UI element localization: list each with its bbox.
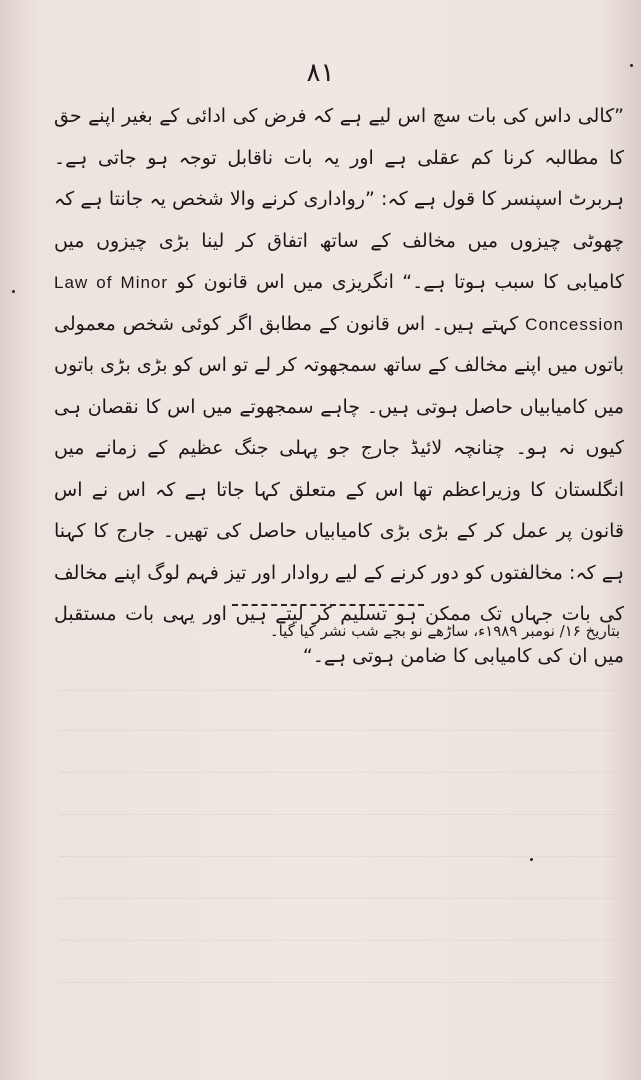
paragraph-text-part-2: کہتے ہیں۔ اس قانون کے مطابق اگر کوئی شخص معمولی باتوں میں اپنے مخالف کے ساتھ سمجھوتہ کر لے تو اس کو بڑی بڑی باتوں میں کامیابیاں حاصل ہوتی ہیں۔ چاہے سمجھوتے میں اس کا نقصان ہی کیوں نہ ہو۔ چنانچہ لائیڈ جارج جو پہلی جنگ عظیم کے زمانے میں انگلستان کا وزیراعظم تھا اس کے متعلق کہا جاتا ہے کہ اس نے اس قانون پر عمل کر کے بڑی بڑی کامیابیاں حاصل کی تھیں۔ جارج کا کہنا ہے کہ: مخالفتوں کو دور کرنے کے لیے روادار اور تیز فہم لوگ اپنے مخالف کی بات جہاں تک ممکن ہو تسلیم کر لیتے ہیں اور یہی بات مستقبل میں ان کی کامیابی کا ضامن ہوتی ہے۔“ [54,312,624,667]
paragraph-text-part-1: ”کالی داس کی بات سچ اس لیے ہے کہ فرض کی ادائی کے بغیر اپنے حق کا مطالبہ کرنا کم عقلی ہے اور یہ بات ناقابل توجہ ہو جاتی ہے۔ ہربرٹ اسپنسر کا قول ہے کہ: ”رواداری کرنے والا شخص یہ جانتا ہے کہ چھوٹی چیزوں میں مخالف کے ساتھ اتفاق کر لینا بڑی چیزوں میں کامیابی کا سبب ہوتا ہے۔“ انگریزی میں اس قانون کو [54,105,624,293]
show-through-line [60,898,620,907]
show-through-line [60,730,620,739]
paper-speck [12,290,15,293]
body-paragraph [54,96,624,677]
show-through-line [60,940,620,949]
page-number: ۸۱ [306,58,335,88]
dashed-divider [232,604,424,606]
paper-speck [530,858,533,861]
show-through-line [60,982,620,991]
show-through-line [60,690,620,699]
latin-term: Law of Minor Concession [54,273,624,334]
show-through-line [60,814,620,823]
paper-speck [630,64,633,67]
broadcast-footnote: بتاریخ ۱۶/ نومبر ۱۹۸۹ء، ساڑھے نو بجے شب نشر کیا گیا۔ [269,622,620,640]
show-through-line [60,856,620,865]
show-through-line [60,772,620,781]
